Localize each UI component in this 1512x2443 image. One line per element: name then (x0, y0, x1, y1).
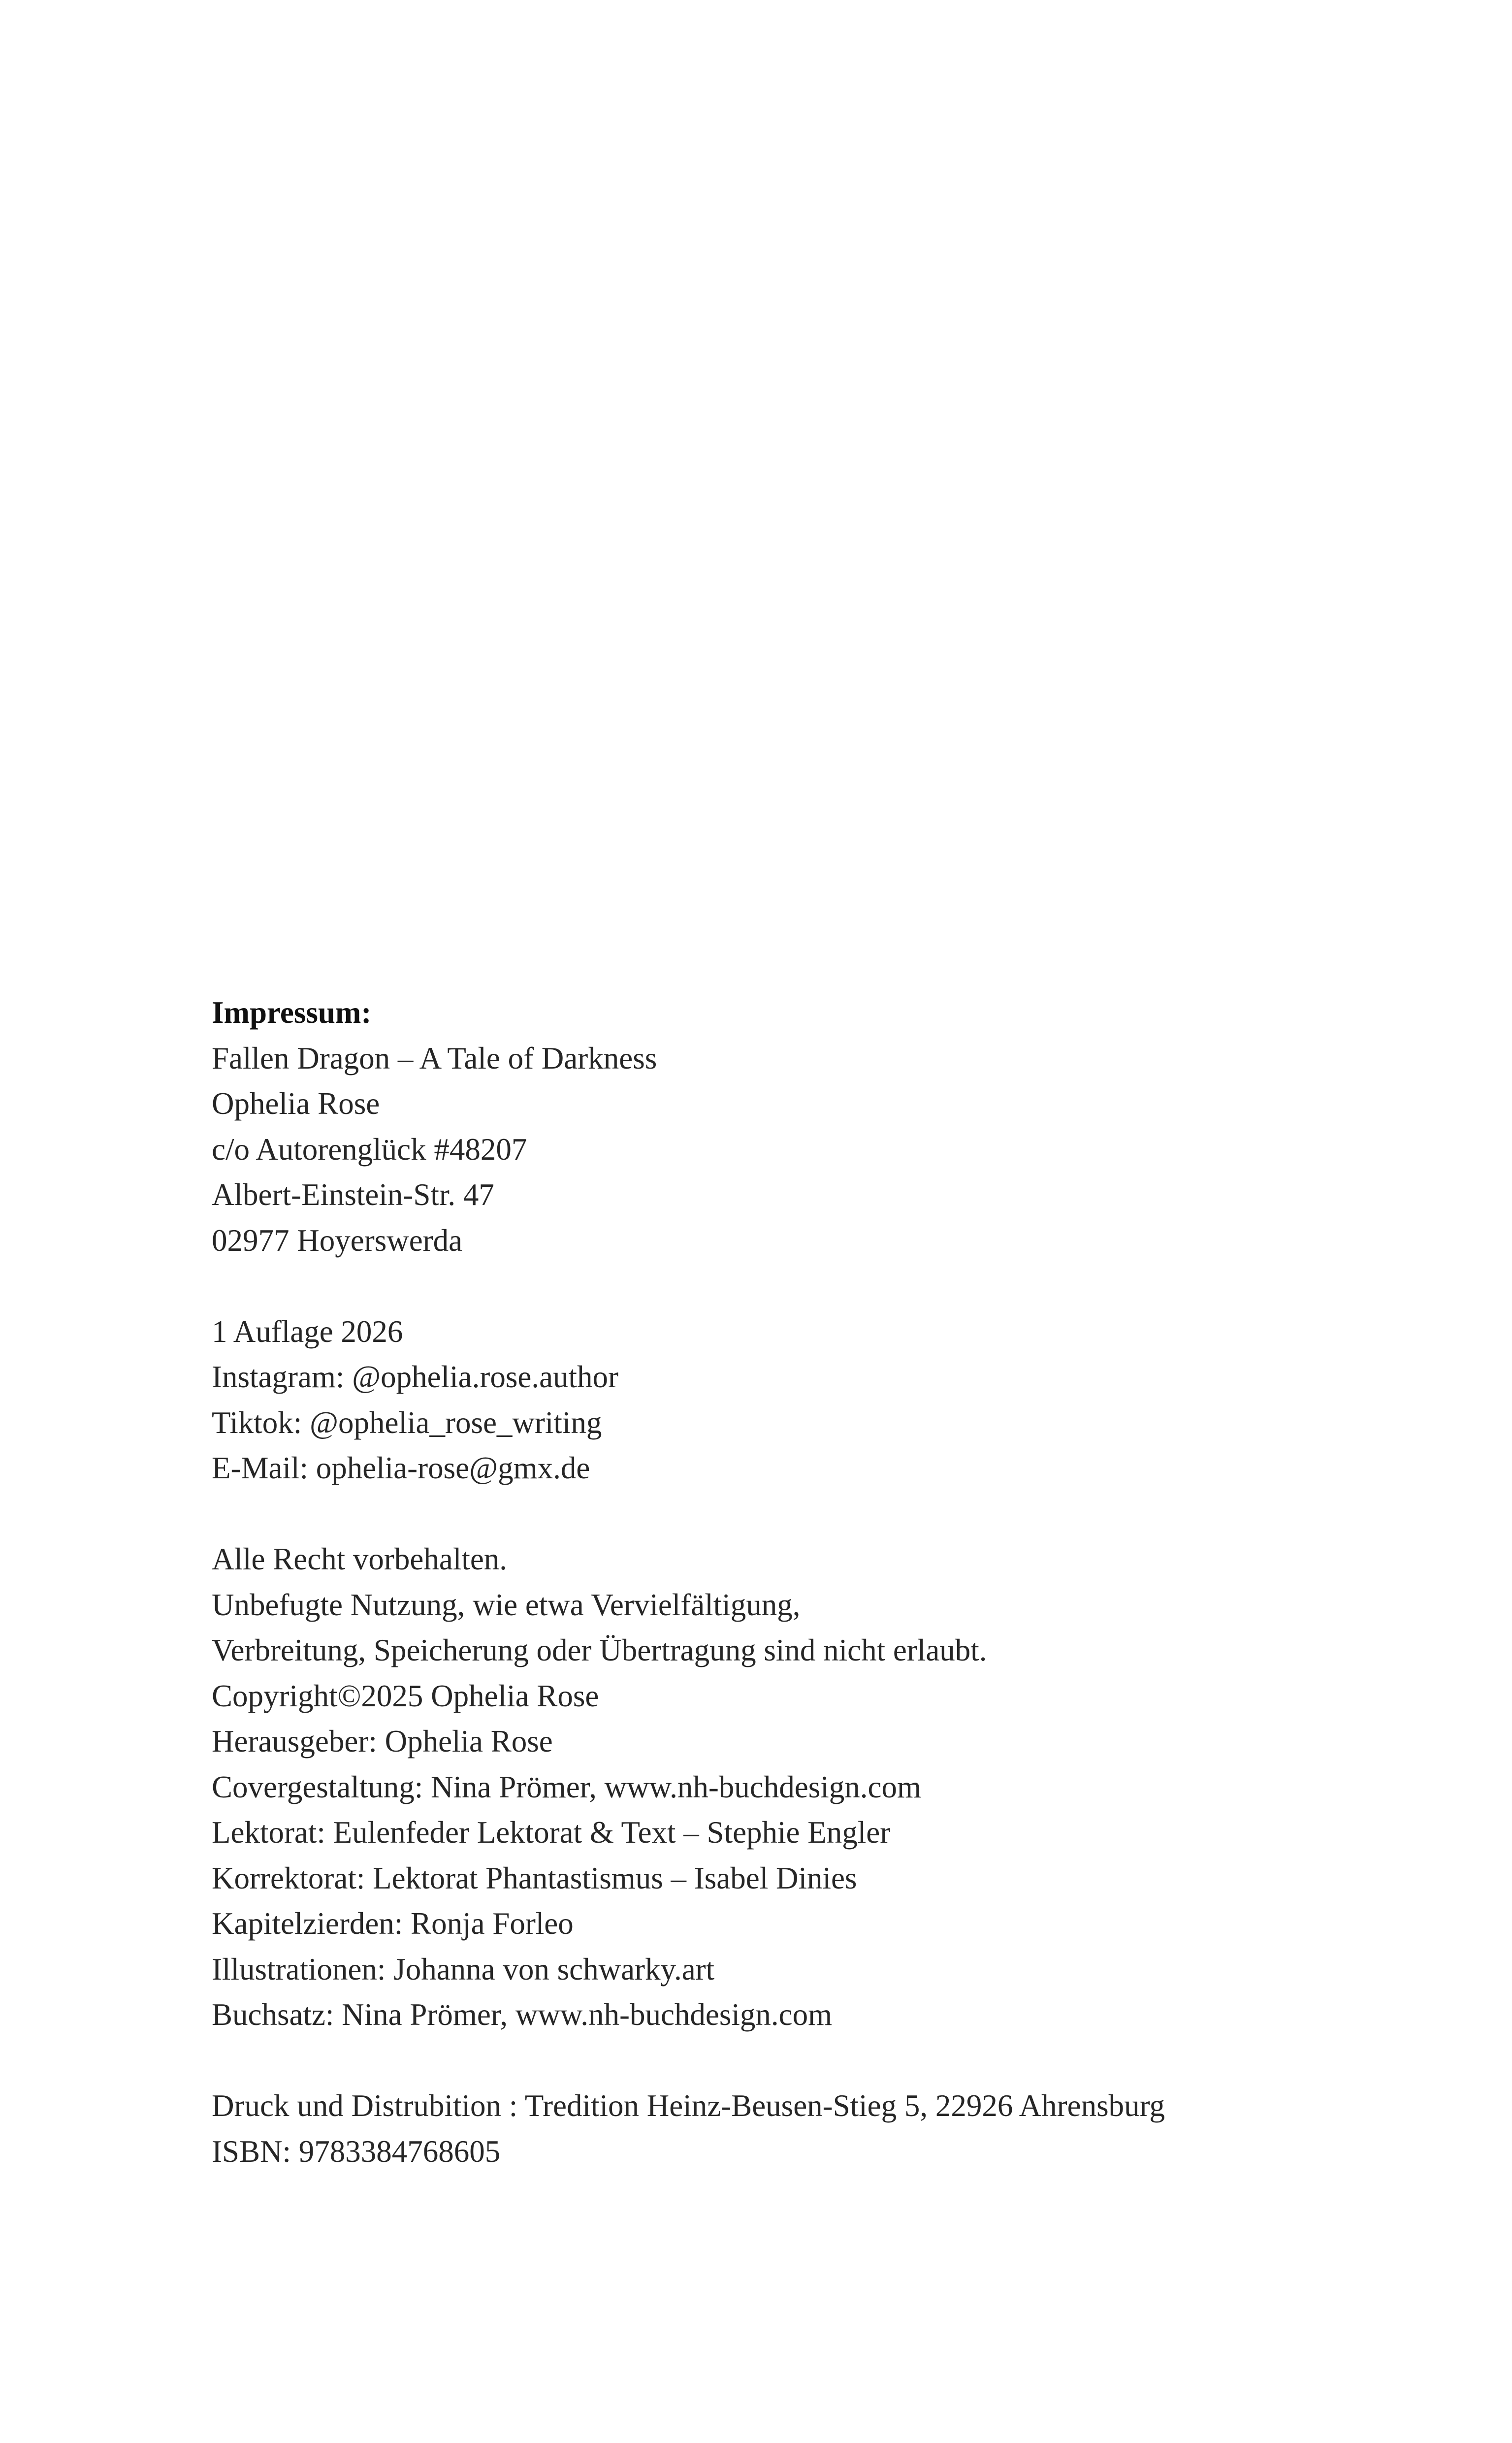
author-name: Ophelia Rose (212, 1086, 380, 1121)
proofreading-line: Korrektorat: Lektorat Phantastismus – Isabel Dinies (212, 1860, 857, 1895)
imprint-block (212, 990, 1344, 2174)
section-spacer (212, 1491, 1344, 1537)
section-spacer (212, 2038, 1344, 2084)
address-street: Albert-Einstein-Str. 47 (212, 1177, 494, 1212)
address-care-of: c/o Autorenglück #48207 (212, 1132, 527, 1167)
tiktok-line: Tiktok: @ophelia_rose_writing (212, 1405, 602, 1440)
address-city: 02977 Hoyerswerda (212, 1223, 463, 1258)
email-line: E-Mail: ophelia-rose@gmx.de (212, 1451, 590, 1485)
isbn-line: ISBN: 9783384768605 (212, 2134, 501, 2169)
rights-notice-line-2: Verbreitung, Speicherung oder Übertragung sind nicht erlaubt. (212, 1633, 987, 1667)
copyright-line: Copyright©2025 Ophelia Rose (212, 1678, 599, 1713)
publisher-line: Herausgeber: Ophelia Rose (212, 1724, 553, 1759)
instagram-line: Instagram: @ophelia.rose.author (212, 1360, 619, 1394)
editing-line: Lektorat: Eulenfeder Lektorat & Text – Stephie Engler (212, 1815, 891, 1850)
chapter-ornaments-line: Kapitelzierden: Ronja Forleo (212, 1906, 574, 1941)
edition-line: 1 Auflage 2026 (212, 1314, 403, 1349)
rights-notice-line-1: Unbefugte Nutzung, wie etwa Vervielfältigung, (212, 1587, 801, 1622)
rights-reserved-line: Alle Recht vorbehalten. (212, 1542, 508, 1576)
book-title: Fallen Dragon – A Tale of Darkness (212, 1041, 657, 1075)
typesetting-line: Buchsatz: Nina Prömer, www.nh-buchdesign.com (212, 1997, 833, 2032)
illustrations-line: Illustrationen: Johanna von schwarky.art (212, 1952, 715, 1987)
imprint-heading: Impressum: (212, 995, 372, 1030)
cover-design-line: Covergestaltung: Nina Prömer, www.nh-buchdesign.com (212, 1769, 921, 1804)
section-spacer (212, 1263, 1344, 1309)
print-distribution-line: Druck und Distrubition : Tredition Heinz-Beusen-Stieg 5, 22926 Ahrensburg (212, 2088, 1165, 2123)
